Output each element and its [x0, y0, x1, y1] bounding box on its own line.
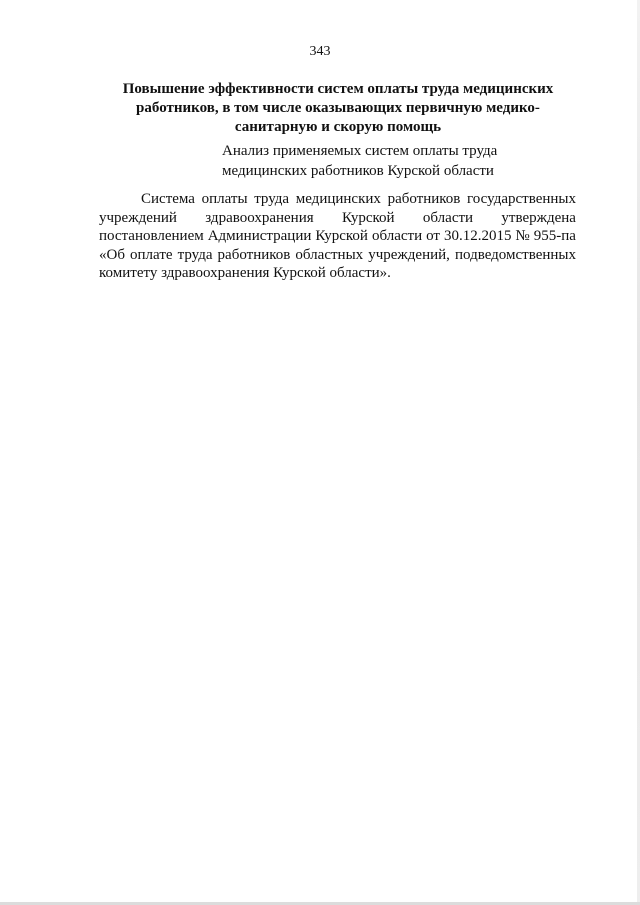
- word: утверждена: [501, 209, 576, 226]
- word: труда: [177, 246, 213, 263]
- word: Курской: [315, 228, 368, 244]
- word: Курской: [341, 209, 395, 226]
- word: оплате: [130, 246, 173, 263]
- word: учреждений,: [368, 246, 450, 263]
- word: области: [422, 209, 474, 226]
- word: области: [371, 228, 423, 244]
- heading-line-1: Повышение эффективности систем оплаты труда медицинских: [122, 81, 554, 97]
- paragraph-line-1: [99, 190, 576, 209]
- word: №: [515, 228, 530, 244]
- word: областных: [295, 246, 364, 263]
- paragraph-line-5: комитету здравоохранения Курской области».: [99, 265, 391, 281]
- paragraph-line-2: [99, 209, 576, 228]
- word: постановлением: [99, 228, 204, 244]
- page-number: 343: [309, 44, 331, 59]
- word: медицинских: [295, 191, 381, 207]
- word: государственных: [467, 191, 576, 207]
- word: Администрации: [207, 228, 312, 244]
- word: работников: [387, 191, 461, 207]
- word: 955-па: [533, 228, 576, 244]
- heading-line-2: работников, в том числе оказывающих первичную медико-: [136, 100, 540, 116]
- paragraph-line-3: [99, 227, 576, 246]
- word: работников: [217, 246, 291, 263]
- section-heading: [100, 80, 576, 137]
- word: «Об: [99, 246, 125, 263]
- body-paragraph: [99, 190, 576, 283]
- word: учреждений: [99, 209, 177, 226]
- subheading-line-2: медицинских работников Курской области: [222, 163, 494, 179]
- word: Система: [141, 191, 195, 207]
- paragraph-line-4: [99, 246, 576, 265]
- word: труда: [254, 191, 290, 207]
- word: 30.12.2015: [443, 228, 512, 244]
- word: подведомственных: [454, 246, 576, 263]
- subsection-heading: [222, 141, 497, 181]
- word: здравоохранения: [205, 209, 314, 226]
- subheading-line-1: Анализ применяемых систем оплаты труда: [222, 143, 498, 159]
- heading-line-3: санитарную и скорую помощь: [234, 119, 442, 135]
- word: оплаты: [201, 191, 248, 207]
- word: от: [426, 228, 440, 244]
